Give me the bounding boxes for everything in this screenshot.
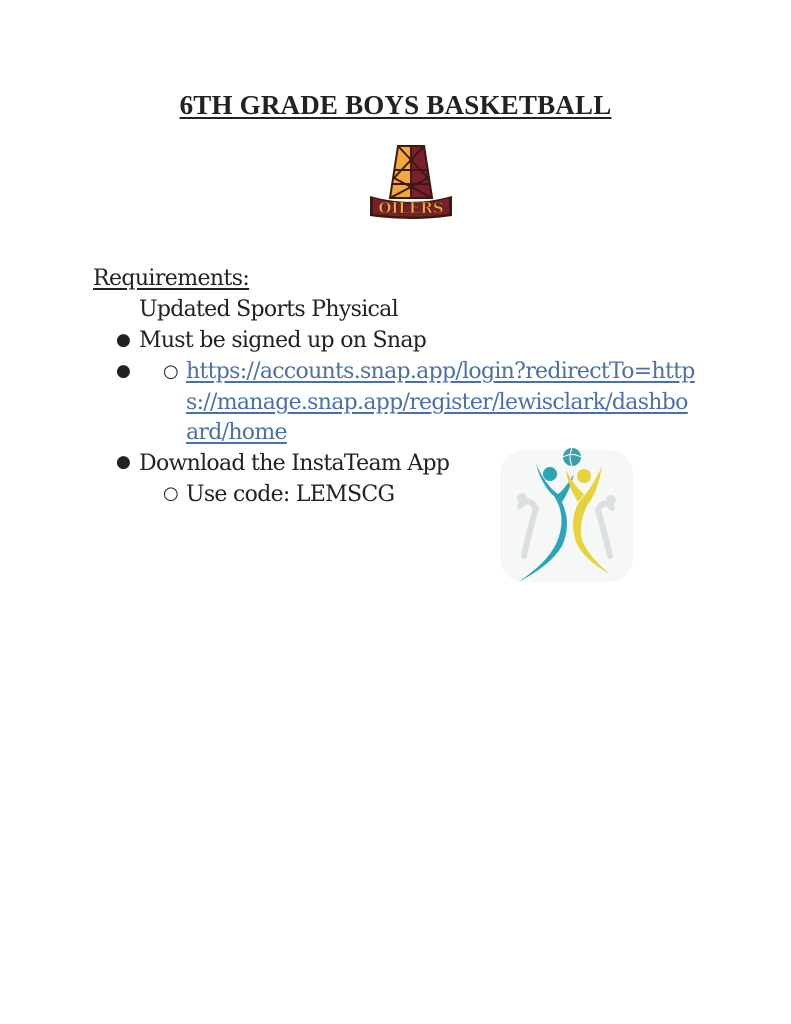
instateam-app-logo-icon <box>498 446 635 586</box>
bullet-dot-icon: ● <box>116 452 131 472</box>
page-title: 6TH GRADE BOYS BASKETBALL <box>179 90 612 120</box>
oilers-wordmark: OILERS <box>378 199 444 217</box>
snap-signup-link[interactable]: https://accounts.snap.app/login?redirectTo=http <box>186 359 695 384</box>
requirement-item: Download the InstaTeam App <box>139 451 450 476</box>
bullet-circle-icon: ○ <box>163 483 179 504</box>
bullet-circle-icon: ○ <box>163 361 179 382</box>
requirement-item: Updated Sports Physical <box>139 297 398 322</box>
oilers-logo-icon <box>366 142 456 222</box>
requirement-item: Must be signed up on Snap <box>139 328 427 353</box>
snap-signup-link[interactable]: s://manage.snap.app/register/lewisclark/dashbo <box>186 390 688 415</box>
requirements-heading: Requirements: <box>93 266 250 291</box>
bullet-dot-icon: ● <box>116 330 131 350</box>
bullet-dot-icon: ● <box>116 361 131 381</box>
instateam-code: Use code: LEMSCG <box>186 482 395 507</box>
snap-signup-link[interactable]: ard/home <box>186 420 287 445</box>
